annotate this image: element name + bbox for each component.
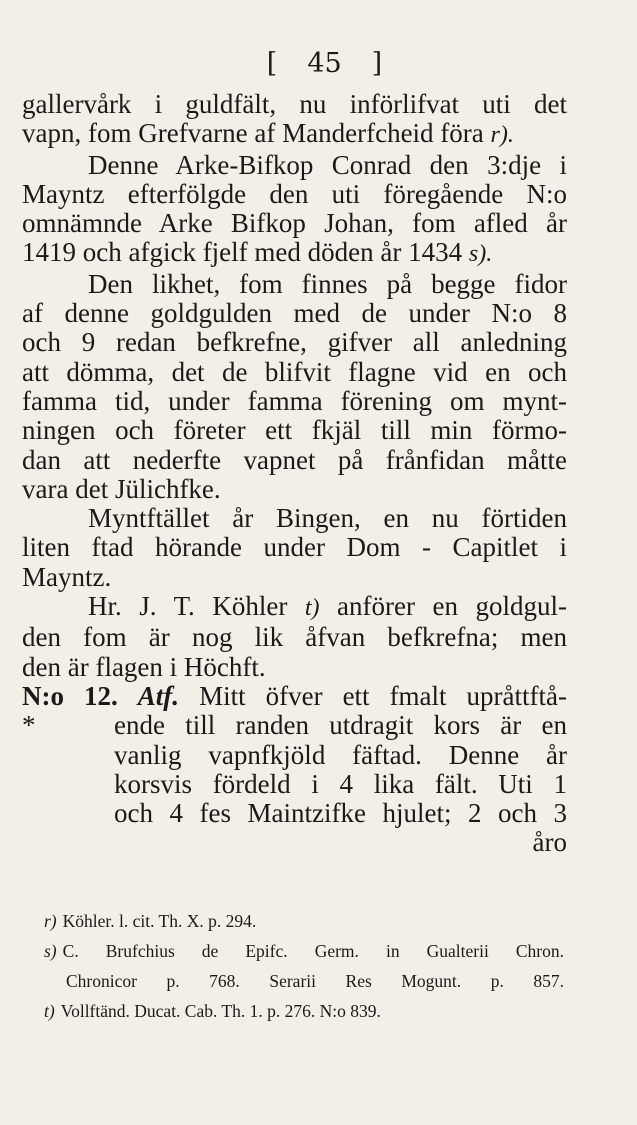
main-text: [22, 90, 567, 858]
text-line: Mayntz efterfölgde den uti föregående N:o: [22, 178, 567, 209]
text-line: vara det Jülichfke.: [22, 473, 221, 504]
entry-heading: [22, 682, 567, 711]
text-line: korsvis fördeld i 4 lika fält. Uti 1: [114, 768, 567, 799]
bracket-open: [: [266, 48, 278, 79]
text-line: och 9 redan befkrefne, gifver all anledning: [22, 327, 567, 358]
text-line: och 4 fes Maintzifke hjulet; 2 och 3: [114, 798, 567, 829]
entry-label: Atf.: [137, 680, 180, 711]
text-line: ningen och företer ett fkjäl till min förmo-: [22, 415, 567, 446]
text-segment: Hr. J. T. Köhler: [88, 591, 288, 622]
footnote: [44, 906, 564, 936]
text-line: [22, 119, 567, 150]
text-line: Denne Arke-Bifkop Conrad den 3:dje i: [88, 149, 567, 180]
footnote-ref: s).: [468, 241, 493, 268]
text-line: Mayntz.: [22, 561, 112, 592]
bracket-close: ]: [371, 48, 383, 79]
text-line: Myntftället år Bingen, en nu förtiden: [88, 503, 567, 534]
page-header: [82, 48, 567, 88]
text-segment: 1419 och afgick fjelf med döden år 1434: [22, 237, 463, 268]
footnote-mark: s): [44, 941, 57, 961]
footnote-ref: t): [304, 595, 320, 622]
footnotes: [44, 906, 564, 1026]
text-line: gallervårk i guldfält, nu införlifvat uti det: [22, 89, 567, 119]
page-content: [22, 48, 567, 858]
text-line: liten ftad hörande under Dom - Capitlet i: [22, 532, 567, 563]
text-line: den är flagen i Höchft.: [22, 651, 266, 682]
catchword: åro: [532, 827, 567, 858]
footnote-text: C. Brufchius de Epifc. Germ. in Gualterii Chron.: [62, 941, 564, 961]
text-line: Den likhet, fom finnes på begge fidor: [88, 268, 567, 299]
text-line: af denne goldgulden med de under N:o 8: [22, 298, 567, 329]
text-segment: anförer en goldgul-: [337, 591, 568, 622]
footnote-text: Vollftänd. Ducat. Cab. Th. 1. p. 276. N:o 839.: [60, 1001, 381, 1021]
entry-number: N:o 12.: [22, 680, 118, 711]
text-line: [22, 592, 567, 623]
text-line: att dömma, det de blifvit flagne vid en och: [22, 356, 567, 387]
text-segment: ende till randen utdragit kors är en: [114, 710, 567, 741]
footnote-mark: r): [44, 911, 57, 931]
text-line: omnämnde Arke Bifkop Johan, fom afled år: [22, 208, 567, 239]
footnote-mark: t): [44, 1001, 55, 1021]
footnote-continuation: Chronicor p. 768. Serarii Res Mogunt. p. 857.: [66, 971, 564, 991]
text-line: [22, 238, 567, 269]
text-line: famma tid, under famma förening om mynt-: [22, 385, 567, 416]
page-number: 45: [307, 48, 342, 79]
text-line: den fom är nog lik åfvan befkrefna; men: [22, 622, 567, 653]
footnote-text: Köhler. l. cit. Th. X. p. 294.: [62, 911, 257, 931]
text-segment: Mitt öfver ett fmalt upråttftå-: [199, 680, 568, 711]
text-line: [22, 711, 567, 740]
footnote-ref: r).: [490, 122, 514, 149]
star-mark: *: [22, 710, 36, 741]
text-line: vanlig vapnfkjöld fäftad. Denne år: [114, 739, 567, 770]
text-line: dan att nederfte vapnet på frånfidan måtte: [22, 444, 567, 475]
footnote: [44, 936, 564, 966]
text-segment: vapn, fom Grefvarne af Manderfcheid föra: [22, 118, 484, 149]
footnote: [44, 996, 564, 1026]
